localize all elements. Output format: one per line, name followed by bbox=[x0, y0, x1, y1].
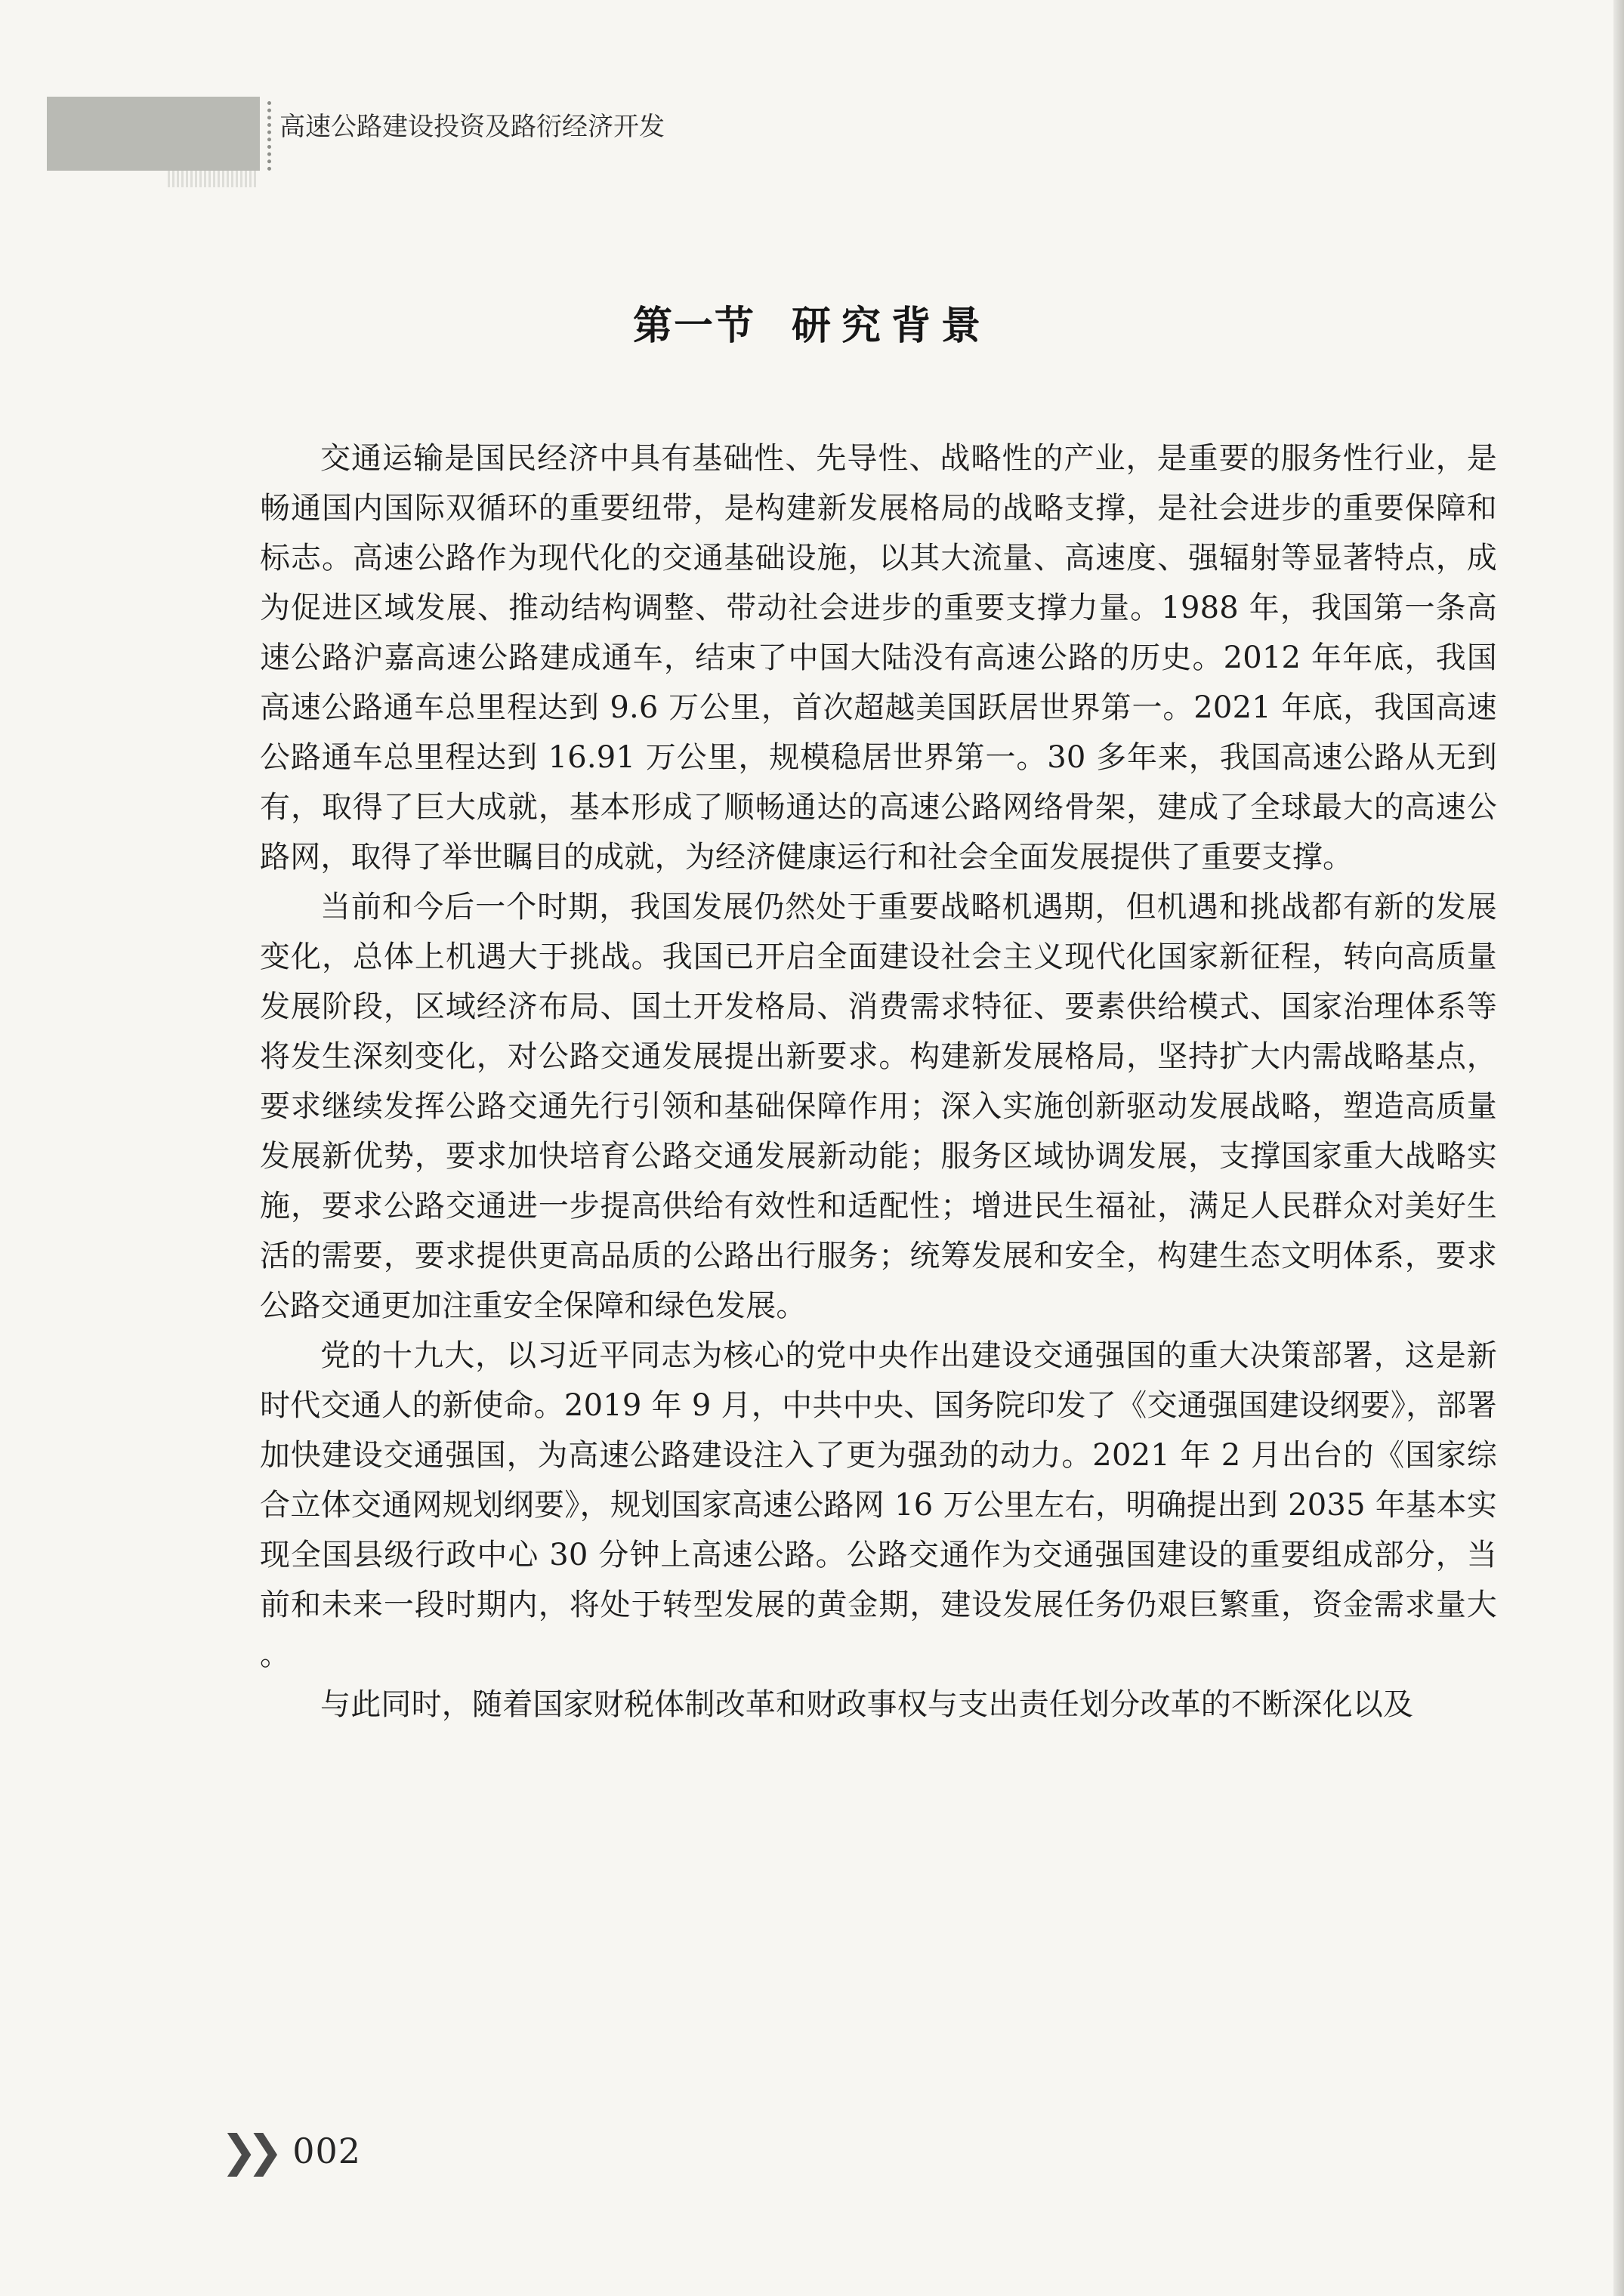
page-footer bbox=[221, 2121, 361, 2181]
running-head-title: 高速公路建设投资及路衍经济开发 bbox=[279, 112, 665, 142]
header-dotted-separator bbox=[267, 101, 271, 171]
section-heading bbox=[0, 297, 1624, 356]
section-title-text: 研究背景 bbox=[792, 304, 992, 349]
paragraph-2: 当前和今后一个时期，我国发展仍然处于重要战略机遇期，但机遇和挑战都有新的发展变化，总体上机遇大于挑战。我国已开启全面建设社会主义现代化国家新征程，转向高质量发展阶段，区域经济布局、国土开发格局、消费需求特征、要素供给模式、国家治理体系等将发生深刻变化，对公路交通发展提出新要求。构建新发展格局，坚持扩大内需战略基点，要求继续发挥公路交通先行引领和基础保障作用；深入实施创新驱动发展战略，塑造高质量发展新优势，要求加快培育公路交通发展新动能；服务区域协调发展，支撑国家重大战略实施，要求公路交通进一步提高供给有效性和适配性；增进民生福祉，满足人民群众对美好生活的需要，要求提供更高品质的公路出行服务；统筹发展和安全，构建生态文明体系，要求公路交通更加注重安全保障和绿色发展。 bbox=[260, 890, 1497, 1323]
page-number: 002 bbox=[292, 2131, 362, 2171]
double-chevron-icon: ❯❯ bbox=[221, 2125, 273, 2177]
header-decoration-block bbox=[47, 97, 260, 171]
paragraph-4: 与此同时，随着国家财税体制改革和财政事权与支出责任划分改革的不断深化以及 bbox=[320, 1687, 1414, 1722]
paragraph-3: 党的十九大，以习近平同志为核心的党中央作出建设交通强国的重大决策部署，这是新时代交通人的新使命。2019 年 9 月，中共中央、国务院印发了《交通强国建设纲要》，部署加快建设交通强国，为高速公路建设注入了更为强劲的动力。2021 年 2 月出台的《国家综合立体交通网规划纲要》，规划国家高速公路网 16 万公里左右，明确提出到 2035 年基本实现全国县级行政中心 30 分钟上高速公路。公路交通作为交通强国建设的重要组成部分，当前和未来一段时期内，将处于转型发展的黄金期，建设发展任务仍艰巨繁重，资金需求量大。 bbox=[260, 1338, 1497, 1672]
body-text bbox=[260, 434, 1497, 1730]
paragraph-1: 交通运输是国民经济中具有基础性、先导性、战略性的产业，是重要的服务性行业，是畅通国内国际双循环的重要纽带，是构建新发展格局的战略支撑，是社会进步的重要保障和标志。高速公路作为现代化的交通基础设施，以其大流量、高速度、强辐射等显著特点，成为促进区域发展、推动结构调整、带动社会进步的重要支撑力量。1988 年，我国第一条高速公路沪嘉高速公路建成通车，结束了中国大陆没有高速公路的历史。2012 年年底，我国高速公路通车总里程达到 9.6 万公里，首次超越美国跃居世界第一。2021 年底，我国高速公路通车总里程达到 16.91 万公里，规模稳居世界第一。30 多年来，我国高速公路从无到有，取得了巨大成就，基本形成了顺畅通达的高速公路网络骨架，建成了全球最大的高速公路网，取得了举世瞩目的成就，为经济健康运行和社会全面发展提供了重要支撑。 bbox=[260, 441, 1497, 875]
section-number: 第一节 bbox=[632, 304, 755, 349]
